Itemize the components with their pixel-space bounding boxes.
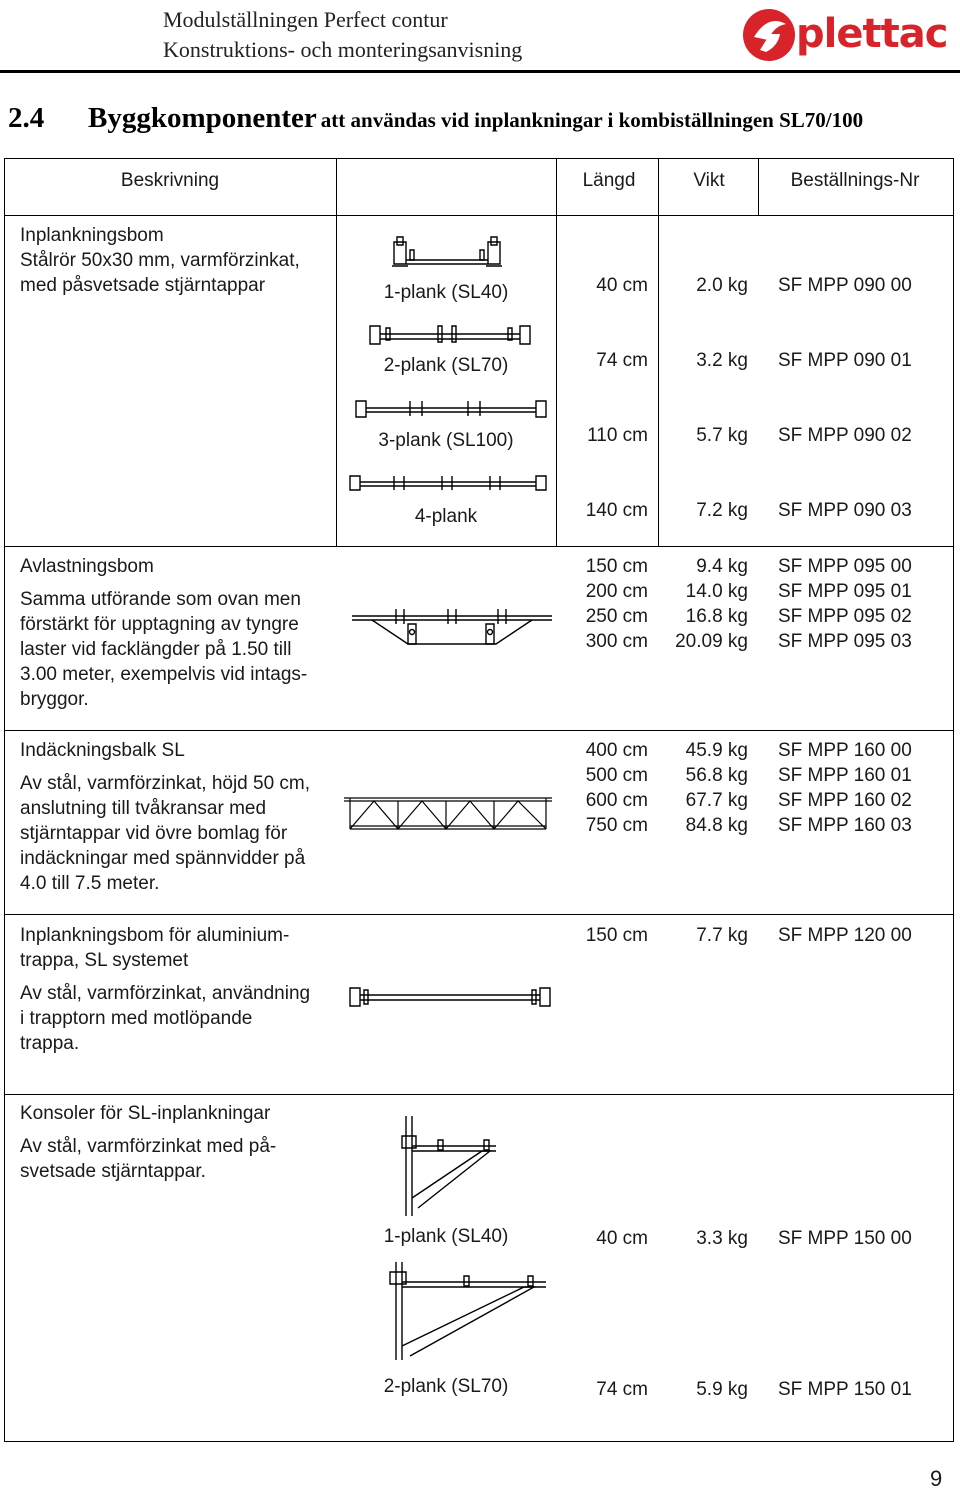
weight-column bbox=[660, 554, 748, 654]
weight-value: 5.7 kg bbox=[696, 425, 748, 446]
length-value: 300 cm bbox=[585, 631, 648, 652]
order-number: SF MPP 160 00 bbox=[778, 740, 912, 761]
stair-transom-drawing bbox=[350, 986, 550, 1010]
column-header-description: Beskrivning bbox=[120, 170, 220, 191]
doc-subtitle: Konstruktions- och monteringsanvisning bbox=[163, 37, 523, 62]
variant-label: 1-plank (SL40) bbox=[383, 1226, 509, 1247]
header-rule bbox=[0, 70, 960, 73]
order-number: SF MPP 095 00 bbox=[778, 556, 912, 577]
row-separator bbox=[4, 914, 954, 915]
row-title: Avlastningsbom bbox=[20, 556, 154, 577]
length-value: 500 cm bbox=[585, 765, 648, 786]
row-indackningsbalk-description bbox=[20, 738, 335, 896]
table-header-separator bbox=[4, 215, 954, 216]
length-value: 40 cm bbox=[596, 1228, 648, 1249]
description-line: Samma utförande som ovan men bbox=[20, 589, 301, 610]
order-column bbox=[778, 738, 948, 838]
description-line: stjärntappar vid övre bomlag för bbox=[20, 823, 288, 844]
transom-1-plank-drawing bbox=[392, 236, 502, 276]
order-number: SF MPP 160 03 bbox=[778, 815, 912, 836]
row-title: Indäckningsbalk SL bbox=[20, 740, 185, 761]
description-line: Stålrör 50x30 mm, varmförzinkat, bbox=[20, 250, 300, 271]
plettac-logo-mark bbox=[740, 6, 798, 64]
description-line: 4.0 till 7.5 meter. bbox=[20, 873, 160, 894]
plettac-wordmark: plettac bbox=[796, 11, 948, 57]
weight-value: 2.0 kg bbox=[696, 275, 748, 296]
transom-2-plank-drawing bbox=[370, 322, 530, 352]
length-value: 150 cm bbox=[585, 925, 648, 946]
description-line: trappa. bbox=[20, 1033, 80, 1054]
order-number: SF MPP 150 00 bbox=[778, 1228, 912, 1249]
row-title: trappa, SL systemet bbox=[20, 950, 189, 971]
row-separator bbox=[4, 546, 954, 547]
section-number: 2.4 bbox=[8, 102, 45, 134]
order-number: SF MPP 160 01 bbox=[778, 765, 912, 786]
plettac-logo bbox=[740, 6, 956, 64]
order-number: SF MPP 095 02 bbox=[778, 606, 912, 627]
variant-label: 2-plank (SL70) bbox=[383, 355, 509, 376]
description-line: laster vid facklängder på 1.50 till bbox=[20, 639, 292, 660]
weight-value: 3.3 kg bbox=[696, 1228, 748, 1249]
transom-3-plank-drawing bbox=[356, 398, 546, 424]
row-avlastningsbom-description bbox=[20, 554, 335, 712]
length-value: 74 cm bbox=[596, 1379, 648, 1400]
order-number: SF MPP 090 02 bbox=[778, 425, 912, 446]
length-value: 110 cm bbox=[587, 425, 648, 446]
transom-4-plank-drawing bbox=[350, 474, 546, 496]
page-number: 9 bbox=[930, 1466, 943, 1491]
description-line: indäckningar med spännvidder på bbox=[20, 848, 306, 869]
order-column bbox=[778, 554, 948, 654]
variant-label: 4-plank bbox=[414, 506, 478, 527]
lattice-girder-drawing bbox=[344, 792, 552, 832]
description-line: bryggor. bbox=[20, 689, 89, 710]
weight-value: 45.9 kg bbox=[685, 740, 748, 761]
doc-title: Modulställningen Perfect contur bbox=[163, 7, 448, 32]
column-divider bbox=[336, 158, 337, 546]
column-divider bbox=[556, 158, 557, 546]
weight-value: 14.0 kg bbox=[685, 581, 748, 602]
row-title: Inplankningsbom för aluminium- bbox=[20, 925, 290, 946]
row-stair-transom-description bbox=[20, 923, 340, 1056]
bracket-1-plank-drawing bbox=[398, 1116, 498, 1216]
weight-value: 20.09 kg bbox=[675, 631, 748, 652]
description-line: Av stål, varmförzinkat med på- bbox=[20, 1136, 277, 1157]
bracket-2-plank-drawing bbox=[388, 1262, 548, 1360]
weight-value: 56.8 kg bbox=[685, 765, 748, 786]
description-line: svetsade stjärntappar. bbox=[20, 1161, 206, 1182]
weight-value: 5.9 kg bbox=[696, 1379, 748, 1400]
variant-label: 3-plank (SL100) bbox=[378, 430, 514, 451]
description-line: 3.00 meter, exempelvis vid intags- bbox=[20, 664, 308, 685]
length-value: 400 cm bbox=[585, 740, 648, 761]
order-number: SF MPP 090 03 bbox=[778, 500, 912, 521]
row-separator bbox=[4, 730, 954, 731]
order-number: SF MPP 095 01 bbox=[778, 581, 912, 602]
column-divider bbox=[758, 158, 759, 216]
description-line: anslutning till tvåkransar med bbox=[20, 798, 267, 819]
section-title-main: Byggkomponenter bbox=[88, 102, 317, 134]
weight-value: 7.7 kg bbox=[696, 925, 748, 946]
order-number: SF MPP 150 01 bbox=[778, 1379, 912, 1400]
order-number: SF MPP 095 03 bbox=[778, 631, 912, 652]
column-divider bbox=[658, 158, 659, 546]
order-number: SF MPP 160 02 bbox=[778, 790, 912, 811]
description-line: i trapptorn med motlöpande bbox=[20, 1008, 253, 1029]
order-number: SF MPP 120 00 bbox=[778, 925, 912, 946]
length-value: 40 cm bbox=[596, 275, 648, 296]
row-inplankningsbom-description bbox=[20, 223, 330, 298]
length-value: 750 cm bbox=[585, 815, 648, 836]
order-number: SF MPP 090 01 bbox=[778, 350, 912, 371]
column-header-length: Längd bbox=[582, 170, 636, 191]
row-title: Inplankningsbom bbox=[20, 225, 164, 246]
length-value: 74 cm bbox=[596, 350, 648, 371]
row-bracket-description bbox=[20, 1101, 340, 1184]
length-value: 200 cm bbox=[585, 581, 648, 602]
order-number: SF MPP 090 00 bbox=[778, 275, 912, 296]
weight-value: 67.7 kg bbox=[685, 790, 748, 811]
row-title: Konsoler för SL-inplankningar bbox=[20, 1103, 271, 1124]
variant-label: 2-plank (SL70) bbox=[383, 1376, 509, 1397]
length-column bbox=[560, 554, 648, 654]
weight-value: 84.8 kg bbox=[685, 815, 748, 836]
section-title bbox=[88, 100, 863, 136]
reinforced-transom-drawing bbox=[352, 606, 552, 648]
weight-value: 16.8 kg bbox=[685, 606, 748, 627]
length-value: 140 cm bbox=[585, 500, 648, 521]
weight-value: 7.2 kg bbox=[696, 500, 748, 521]
description-line: förstärkt för upptagning av tyngre bbox=[20, 614, 299, 635]
weight-value: 9.4 kg bbox=[696, 556, 748, 577]
length-column bbox=[560, 738, 648, 838]
weight-value: 3.2 kg bbox=[696, 350, 748, 371]
length-value: 250 cm bbox=[585, 606, 648, 627]
description-line: Av stål, varmförzinkat, höjd 50 cm, bbox=[20, 773, 311, 794]
column-header-weight: Vikt bbox=[693, 170, 725, 191]
length-value: 600 cm bbox=[585, 790, 648, 811]
description-line: Av stål, varmförzinkat, användning bbox=[20, 983, 311, 1004]
row-separator bbox=[4, 1094, 954, 1095]
variant-label: 1-plank (SL40) bbox=[383, 282, 509, 303]
weight-column bbox=[660, 738, 748, 838]
column-header-order-no: Beställnings-Nr bbox=[790, 170, 920, 191]
section-title-rest: att användas vid inplankningar i kombiställningen SL70/100 bbox=[320, 108, 864, 132]
description-line: med påsvetsade stjärntappar bbox=[20, 275, 266, 296]
length-value: 150 cm bbox=[585, 556, 648, 577]
